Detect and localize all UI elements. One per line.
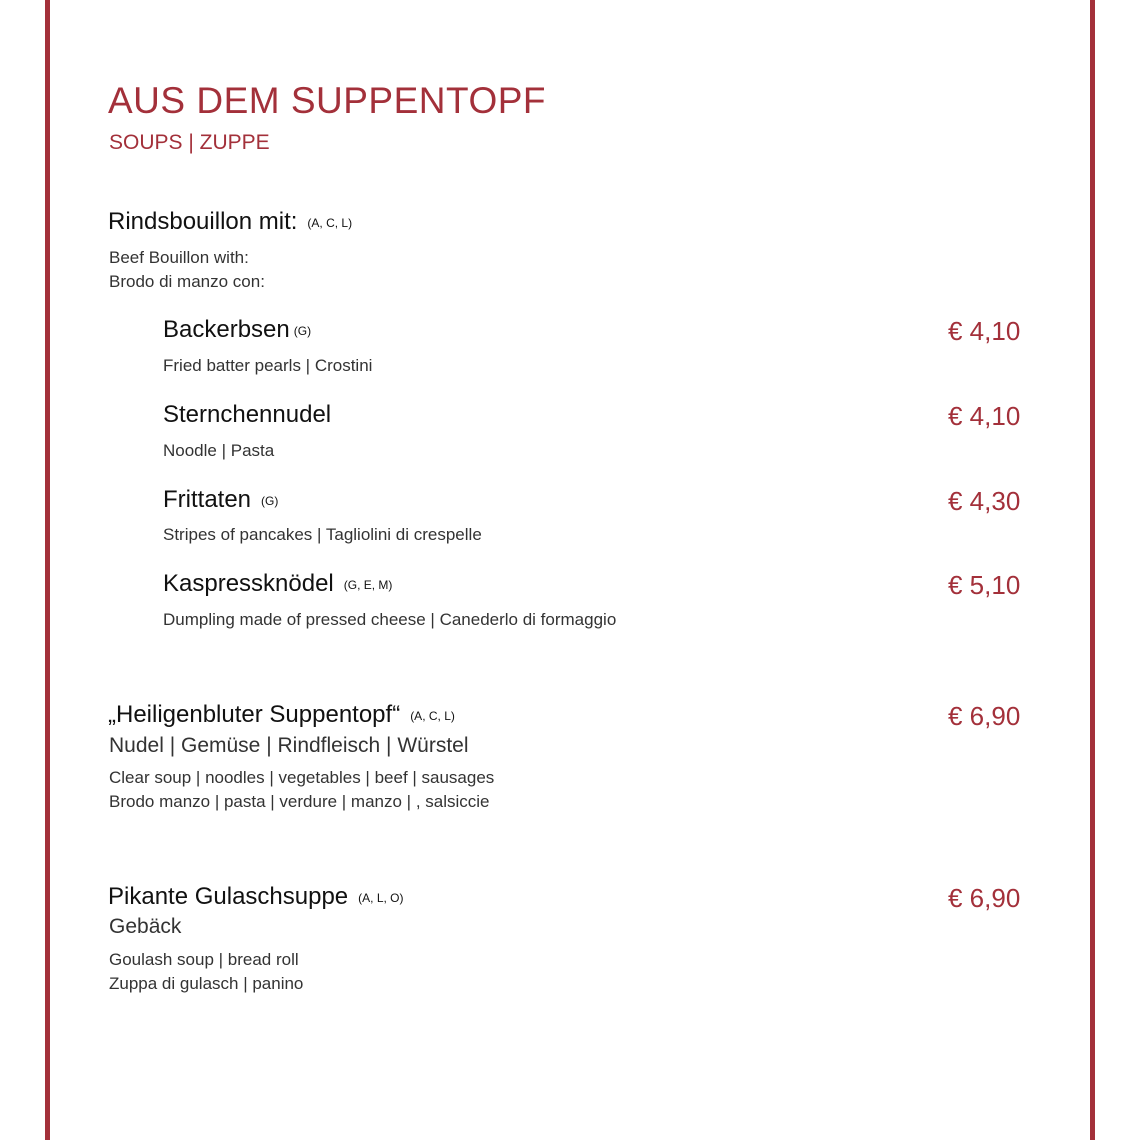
section-title: AUS DEM SUPPENTOPF — [108, 80, 547, 121]
right-border-line — [1090, 0, 1095, 1140]
bouillon-desc-it: Brodo di manzo con: — [109, 272, 265, 291]
item-allergens: (G) — [261, 494, 279, 508]
item-allergens: (A, C, L) — [410, 709, 455, 723]
item-subline: Nudel | Gemüse | Rindfleisch | Würstel — [109, 734, 469, 757]
menu-item-sternchennudel — [163, 401, 331, 429]
menu-item-frittaten — [163, 486, 278, 514]
menu-item-suppentopf — [108, 701, 455, 729]
item-name: Kaspressknödel — [163, 570, 334, 597]
item-price: € 6,90 — [948, 883, 1021, 913]
item-price: € 4,10 — [948, 401, 1021, 431]
item-name: Backerbsen — [163, 316, 290, 343]
section-subtitle: SOUPS | ZUPPE — [109, 131, 270, 154]
menu-item-backerbsen — [163, 316, 311, 344]
item-price: € 4,30 — [948, 486, 1021, 516]
left-border-line — [45, 0, 50, 1140]
menu-item-kaspressknoedel — [163, 570, 392, 598]
item-allergens: (A, L, O) — [358, 891, 404, 905]
item-name: Sternchennudel — [163, 401, 332, 428]
item-subline: Gebäck — [109, 915, 182, 938]
bouillon-heading — [108, 208, 352, 236]
item-price: € 6,90 — [948, 701, 1021, 731]
item-price: € 4,10 — [948, 316, 1021, 346]
menu-item-gulaschsuppe — [108, 883, 404, 911]
item-description: Stripes of pancakes | Tagliolini di crespelle — [163, 525, 482, 544]
bouillon-name: Rindsbouillon mit: — [108, 208, 298, 235]
item-description: Fried batter pearls | Crostini — [163, 356, 373, 375]
item-description: Dumpling made of pressed cheese | Canederlo di formaggio — [163, 610, 617, 629]
bouillon-desc-en: Beef Bouillon with: — [109, 248, 249, 267]
item-name: Pikante Gulaschsuppe — [108, 883, 349, 910]
bouillon-allergens: (A, C, L) — [307, 216, 353, 230]
item-allergens: (G) — [293, 324, 312, 338]
item-name: Frittaten — [163, 486, 252, 513]
item-description: Noodle | Pasta — [163, 441, 275, 460]
item-allergens: (G, E, M) — [343, 578, 393, 592]
item-price: € 5,10 — [948, 570, 1021, 600]
item-description-en: Goulash soup | bread roll — [109, 950, 299, 969]
item-description-en: Clear soup | noodles | vegetables | beef | sausages — [109, 768, 495, 787]
item-description-it: Brodo manzo | pasta | verdure | manzo | , salsiccie — [109, 792, 490, 811]
item-name: „Heiligenbluter Suppentopf“ — [108, 701, 401, 728]
item-description-it: Zuppa di gulasch | panino — [109, 974, 304, 993]
